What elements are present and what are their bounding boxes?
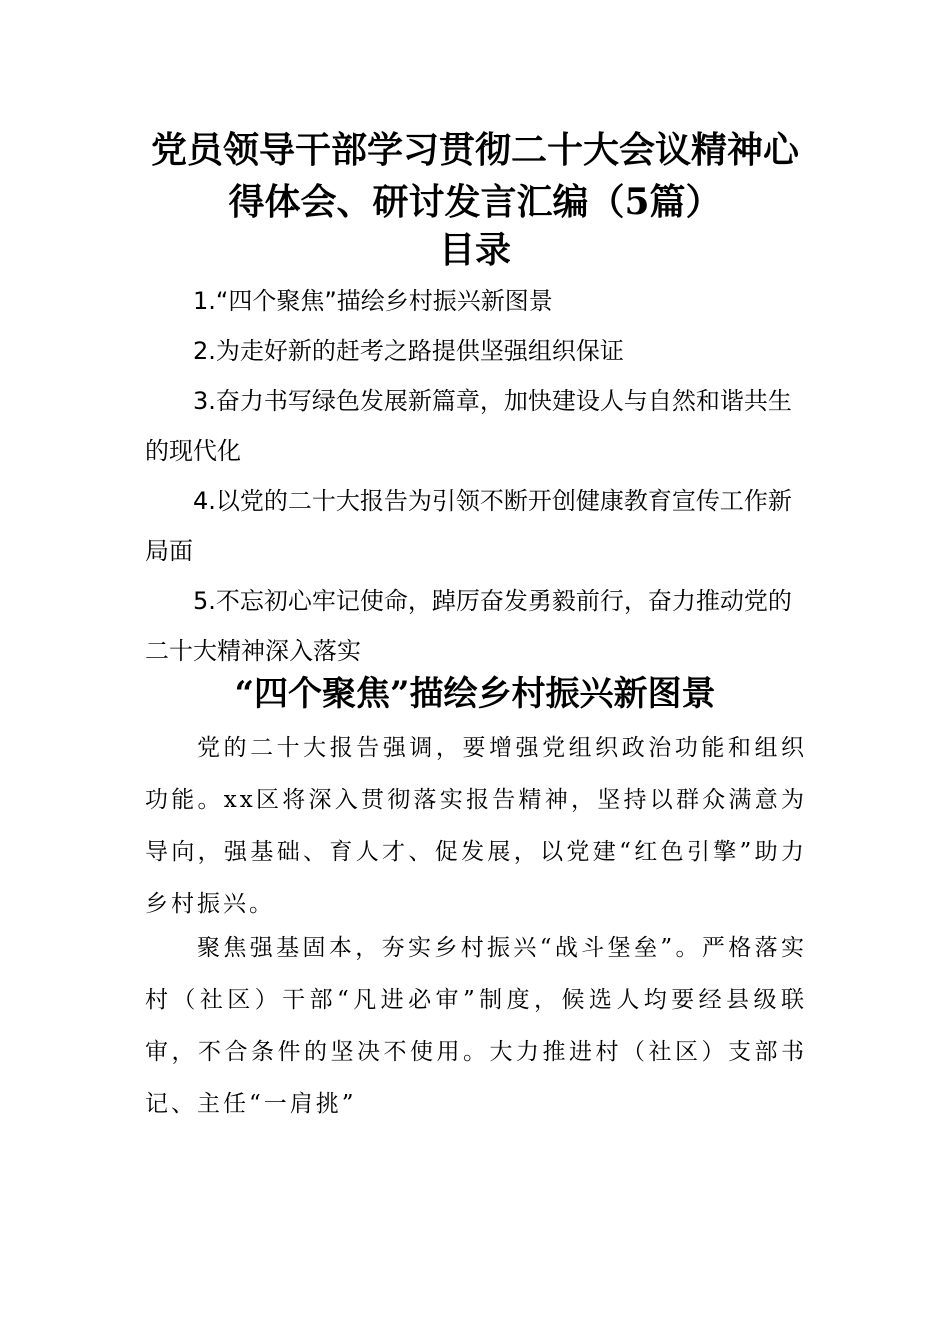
toc-item: 5.不忘初心牢记使命，踔厉奋发勇毅前行，奋力推动党的二十大精神深入落实 bbox=[145, 587, 792, 665]
body-paragraph: 党的二十大报告强调，要增强党组织政治功能和组织功能。xx区将深入贯彻落实报告精神，坚持以群众满意为导向，强基础、育人才、促发展，以党建“红色引擎”助力乡村振兴。 bbox=[145, 735, 807, 917]
toc-item: 1.“四个聚焦”描绘乡村振兴新图景 bbox=[193, 287, 553, 315]
toc-item: 2.为走好新的赶考之路提供坚强组织保证 bbox=[193, 337, 624, 365]
toc-heading: 目录 bbox=[438, 229, 511, 271]
section-title: “四个聚焦”描绘乡村振兴新图景 bbox=[234, 674, 716, 714]
document-title-line-2: 得体会、研讨发言汇编（5篇） bbox=[228, 181, 722, 223]
body-paragraph: 聚焦强基固本，夯实乡村振兴“战斗堡垒”。严格落实村（社区）干部“凡进必审”制度，候选人均要经县级联审，不合条件的坚决不使用。大力推进村（社区）支部书记、主任“一肩挑” bbox=[145, 935, 807, 1117]
toc-item: 4.以党的二十大报告为引领不断开创健康教育宣传工作新局面 bbox=[145, 487, 792, 565]
document-title-line-1: 党员领导干部学习贯彻二十大会议精神心 bbox=[150, 129, 799, 171]
toc-item: 3.奋力书写绿色发展新篇章，加快建设人与自然和谐共生的现代化 bbox=[145, 387, 792, 465]
